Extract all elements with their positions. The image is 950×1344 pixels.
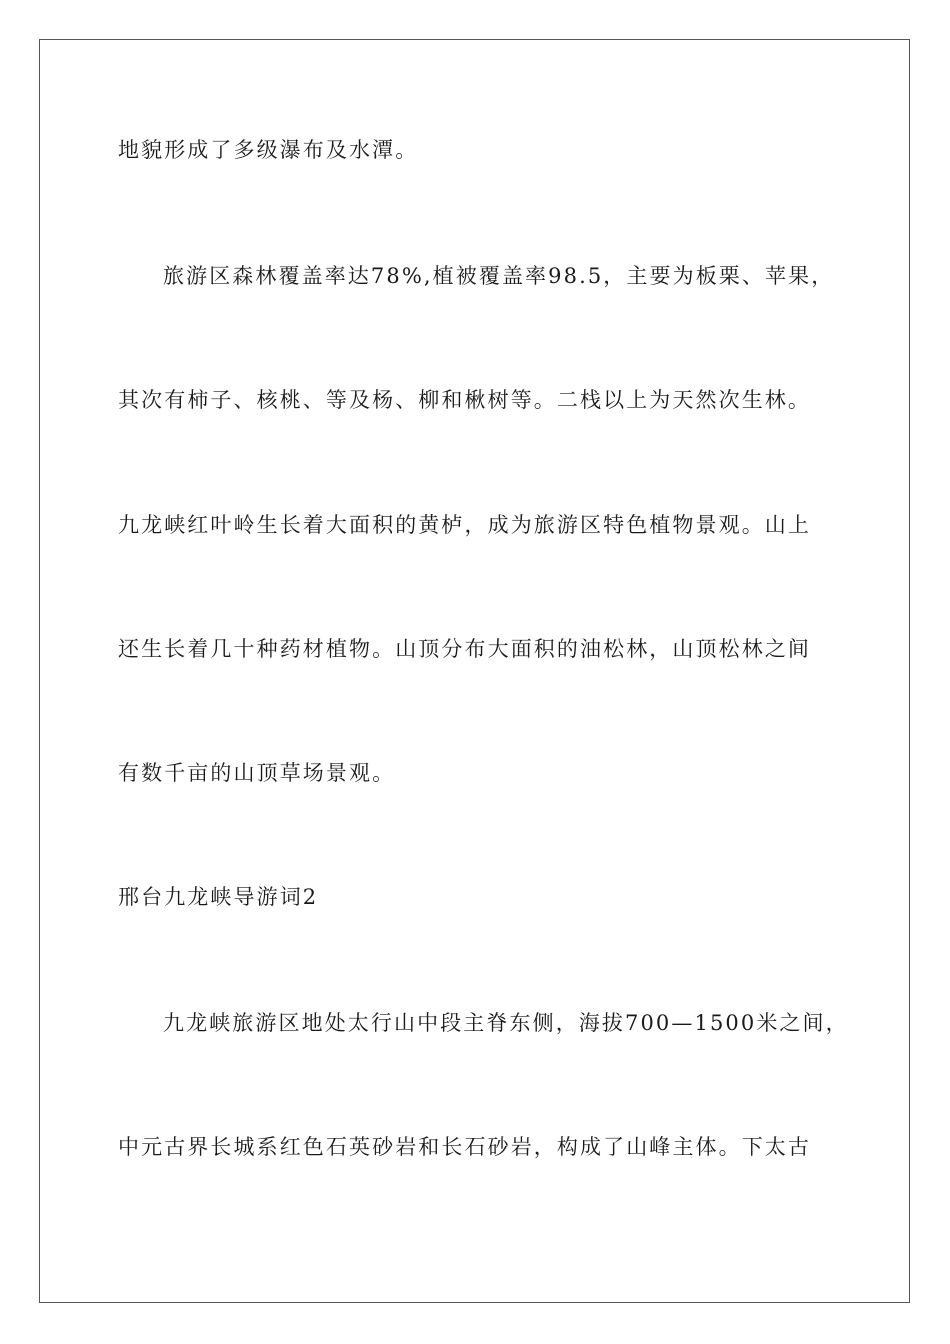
section-heading: 邢台九龙峡导游词2 (118, 885, 319, 909)
paragraph-line: 还生长着几十种药材植物。山顶分布大面积的油松林，山顶松林之间 (118, 637, 811, 661)
page-border (39, 39, 910, 1303)
paragraph-line: 中元古界长城系红色石英砂岩和长石砂岩，构成了山峰主体。下太古 (118, 1135, 811, 1159)
paragraph-line: 地貌形成了多级瀑布及水潭。 (118, 138, 419, 162)
paragraph-line: 九龙峡旅游区地处太行山中段主脊东侧，海拔700—1500米之间， (163, 1011, 849, 1035)
paragraph-line: 有数千亩的山顶草场景观。 (118, 761, 396, 785)
paragraph-line: 九龙峡红叶岭生长着大面积的黄栌，成为旅游区特色植物景观。山上 (118, 513, 811, 537)
paragraph-line: 其次有柿子、核桃、等及杨、柳和楸树等。二栈以上为天然次生林。 (118, 388, 811, 412)
paragraph-line: 旅游区森林覆盖率达78%,植被覆盖率98.5，主要为板栗、苹果， (163, 264, 835, 288)
